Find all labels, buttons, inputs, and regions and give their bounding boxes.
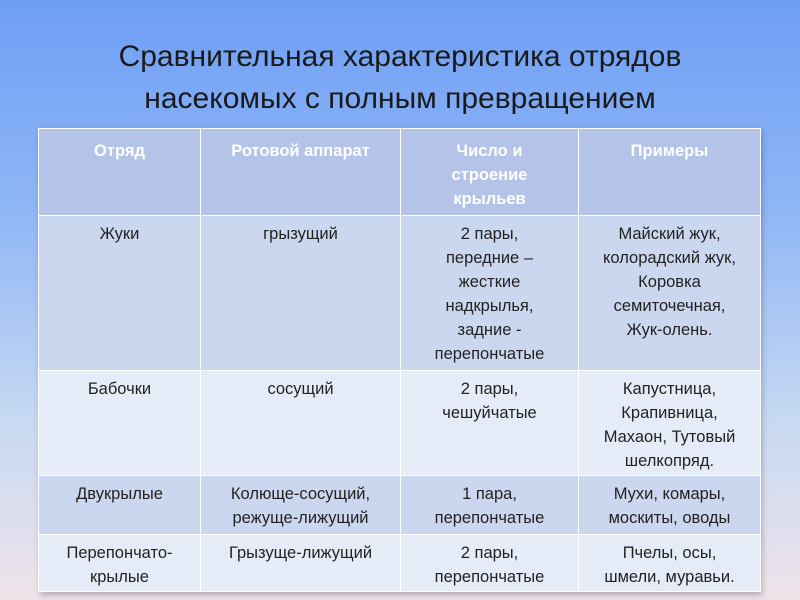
cell-line: 2 пары,	[460, 380, 519, 398]
cell-examples	[579, 371, 761, 476]
cell-line: жесткие	[458, 273, 521, 291]
cell-line: шелкопряд.	[624, 452, 715, 470]
slide-title-line-2: насекомых с полным превращением	[144, 82, 656, 115]
cell-line: надкрылья,	[445, 297, 534, 315]
cell-line: Коровка	[638, 273, 701, 291]
cell-line: Грызуще-лижущий	[228, 544, 373, 562]
cell-examples	[579, 216, 761, 371]
cell-line: перепончатые	[434, 568, 545, 586]
table-row	[39, 371, 761, 476]
cell-line: 1 пара,	[462, 485, 517, 503]
header-examples	[579, 129, 761, 216]
cell-wings	[401, 371, 579, 476]
cell-line: режуще-лижущий	[232, 509, 369, 527]
cell-mouthparts	[201, 535, 401, 592]
cell-examples	[579, 476, 761, 535]
cell-order	[39, 476, 201, 535]
comparison-table	[38, 128, 761, 592]
cell-line: перепончатые	[434, 509, 545, 527]
cell-line: Жук-олень.	[626, 321, 713, 339]
cell-examples	[579, 535, 761, 592]
cell-wings	[401, 216, 579, 371]
cell-line: шмели, муравьи.	[604, 568, 735, 586]
cell-line: Жуки	[99, 225, 140, 243]
cell-line: 2 пары,	[460, 544, 519, 562]
cell-line: перепончатые	[434, 345, 545, 363]
cell-order	[39, 371, 201, 476]
cell-line: Крапивница,	[621, 404, 718, 422]
cell-mouthparts	[201, 476, 401, 535]
table-header-row	[39, 129, 761, 216]
cell-wings	[401, 535, 579, 592]
cell-line: москиты, оводы	[608, 509, 731, 527]
cell-wings	[401, 476, 579, 535]
header-examples-text: Примеры	[630, 142, 709, 160]
header-wings-line: Число и	[456, 142, 523, 160]
cell-line: чешуйчатые	[442, 404, 537, 422]
header-order-text: Отряд	[94, 142, 145, 160]
slide-title	[0, 36, 800, 120]
cell-line: крылые	[90, 568, 149, 586]
cell-line: передние –	[446, 249, 533, 267]
cell-line: Пчелы, осы,	[622, 544, 717, 562]
header-wings-line: строение	[451, 166, 528, 184]
cell-line: колорадский жук,	[603, 249, 736, 267]
slide-title-line-1: Сравнительная характеристика отрядов	[118, 40, 682, 73]
header-wings-line: крыльев	[453, 190, 526, 208]
cell-line: Перепончато-	[66, 544, 173, 562]
cell-line: семиточечная,	[613, 297, 726, 315]
header-mouthparts	[201, 129, 401, 216]
comparison-table-container	[38, 128, 760, 592]
cell-line: Майский жук,	[618, 225, 721, 243]
cell-order	[39, 535, 201, 592]
header-order	[39, 129, 201, 216]
table-row	[39, 535, 761, 592]
header-mouthparts-text: Ротовой аппарат	[231, 142, 370, 160]
cell-mouthparts	[201, 216, 401, 371]
table-row	[39, 216, 761, 371]
cell-line: 2 пары,	[460, 225, 519, 243]
cell-line: сосущий	[267, 380, 334, 398]
cell-line: грызущий	[263, 225, 338, 243]
table-row	[39, 476, 761, 535]
cell-line: Двукрылые	[76, 485, 163, 503]
cell-line: Мухи, комары,	[613, 485, 726, 503]
cell-line: Махаон, Тутовый	[603, 428, 736, 446]
cell-mouthparts	[201, 371, 401, 476]
header-wings	[401, 129, 579, 216]
cell-line: задние -	[457, 321, 522, 339]
cell-line: Капустница,	[622, 380, 717, 398]
cell-line: Бабочки	[87, 380, 152, 398]
cell-line: Колюще-сосущий,	[230, 485, 371, 503]
cell-order	[39, 216, 201, 371]
